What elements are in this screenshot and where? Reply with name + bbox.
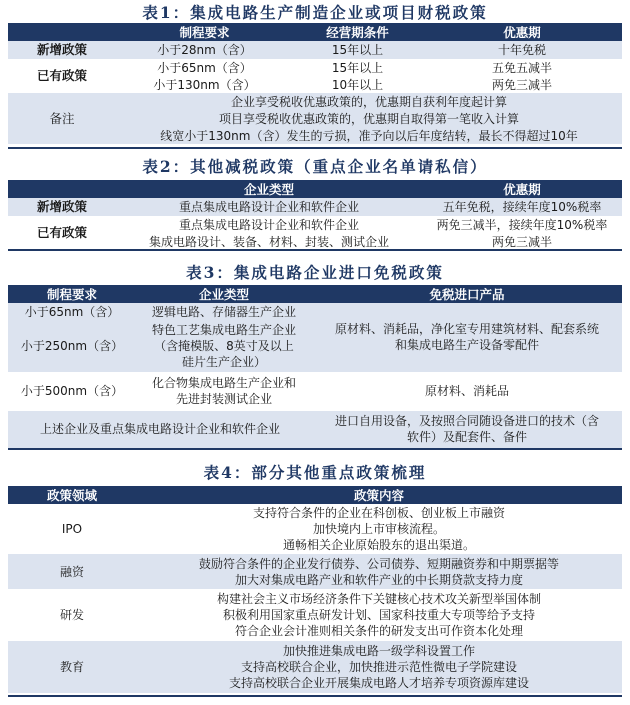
t1-note: 线宽小于130nm（含）发生的亏损，准予向以后年度结转，最长不得超过10年	[116, 127, 622, 144]
t1-header-period: 优惠期	[422, 23, 622, 41]
t3-type-line: 硅片生产企业）	[181, 354, 266, 369]
t1-note: 企业享受税收优惠政策的，优惠期自获利年度起计算	[116, 93, 622, 110]
t3-row-4	[8, 410, 622, 448]
t2-cell: 两免三减半，接续年度10%税率	[422, 216, 622, 233]
t3-type-multi	[136, 320, 312, 372]
t4-line: 鼓励符合条件的企业发行债券、公司债券、短期融资券和中期票据等	[198, 556, 559, 571]
t1-cell: 10年以上	[293, 76, 422, 93]
t3-product-line: 软件）及配套件、备件	[406, 430, 527, 445]
t4-bottom-rule	[8, 695, 622, 697]
t4-line: 支持高校联合企业，加快推进示范性微电子学院建设	[240, 660, 517, 674]
t1-row-old-1	[8, 59, 622, 76]
t3-type-line: 特色工艺集成电路生产企业	[151, 322, 296, 337]
table2-title: 表2：其他减税政策（重点企业名单请私信）	[142, 157, 488, 176]
t3-type-line: 化合物集成电路生产企业和	[151, 376, 296, 390]
t4-row-education	[8, 641, 622, 693]
t2-header-blank	[8, 180, 116, 198]
t1-cell: 十年免税	[422, 41, 622, 59]
t4-row-rnd	[8, 589, 622, 641]
t4-line: 积极利用国家重点研发计划、国家科技重大专项等给予支持	[222, 608, 535, 622]
table4	[8, 486, 622, 693]
table3	[8, 285, 622, 448]
t1-cell: 小于130nm（含）	[116, 76, 293, 93]
t1-cell: 五免五减半	[422, 59, 622, 76]
t3-header-product: 免税进口产品	[312, 285, 622, 303]
t4-area: 融资	[8, 554, 136, 589]
t3-bottom-rule	[8, 448, 622, 450]
t1-cell: 小于28nm（含）	[116, 41, 293, 59]
t1-note-label: 备注	[8, 93, 116, 144]
t1-cell: 15年以上	[293, 41, 422, 59]
t1-note: 项目享受税收优惠政策的，优惠期自取得第一笔收入计算	[116, 110, 622, 127]
t4-line: 构建社会主义市场经济条件下关键核心技术攻关新型举国体制	[216, 592, 541, 606]
t2-cell: 两免三减半	[422, 233, 622, 250]
t3-row-1	[8, 303, 622, 320]
t1-cell: 小于65nm（含）	[116, 59, 293, 76]
t2-cell: 重点集成电路设计企业和软件企业	[116, 216, 422, 233]
table1-title: 表1：集成电路生产制造企业或项目财税政策	[142, 3, 488, 22]
t3-product-line: 进口自用设备，及按照合同随设备进口的技术（含	[334, 414, 599, 429]
t2-cell: 重点集成电路设计企业和软件企业	[116, 198, 422, 216]
t4-line: 加快推进集成电路一级学科设置工作	[282, 644, 475, 658]
t2-row-old-1	[8, 216, 622, 233]
t3-last-product	[312, 410, 622, 448]
t2-old-label: 已有政策	[8, 216, 116, 250]
t4-line: 通畅相关企业原始股东的退出渠道。	[282, 538, 475, 552]
t3-process: 小于250nm（含）	[8, 320, 136, 372]
t2-cell: 集成电路设计、装备、材料、封装、测试企业	[116, 233, 422, 250]
t1-row-new	[8, 41, 622, 59]
t2-header-type: 企业类型	[116, 180, 422, 198]
t4-row-finance	[8, 554, 622, 589]
t4-line: 支持符合条件的企业在科创板、创业板上市融资	[252, 506, 505, 520]
t1-bottom-rule	[8, 147, 622, 149]
t4-area: 研发	[8, 589, 136, 641]
t4-line: 加快境内上市审核流程。	[312, 522, 445, 536]
t4-header-content: 政策内容	[136, 486, 622, 504]
t4-area: 教育	[8, 641, 136, 693]
t4-line: 符合企业会计准则相关条件的研发支出可作资本化处理	[234, 624, 523, 638]
t2-header-period: 优惠期	[422, 180, 622, 198]
t4-content	[136, 554, 622, 589]
t1-row-note-1	[8, 93, 622, 110]
t2-bottom-rule	[8, 249, 622, 251]
t3-product-line: 和集成电路生产设备零配件	[394, 338, 539, 353]
t4-line: 支持高校联合企业开展集成电路人才培养专项资源库建设	[228, 676, 529, 690]
table3-title: 表3：集成电路企业进口免税政策	[186, 263, 444, 282]
t1-header-term: 经营期条件	[293, 23, 422, 41]
t2-row-new	[8, 198, 622, 216]
table1	[8, 23, 622, 144]
t3-product: 原材料、消耗品	[312, 372, 622, 410]
t3-header-type: 企业类型	[136, 285, 312, 303]
t4-row-ipo	[8, 504, 622, 554]
t4-content	[136, 504, 622, 554]
t3-last-label: 上述企业及重点集成电路设计企业和软件企业	[8, 410, 312, 448]
t3-type-line: （含掩模版、8英寸及以上	[154, 338, 294, 353]
t4-content	[136, 641, 622, 693]
t3-row-3	[8, 372, 622, 410]
t3-process: 小于65nm（含）	[8, 303, 136, 320]
t3-product-line: 原材料、消耗品，净化室专用建筑材料、配套系统	[334, 322, 599, 337]
t3-type-multi	[136, 372, 312, 410]
t1-header-blank	[8, 23, 116, 41]
t4-area: IPO	[8, 504, 136, 554]
t3-header-process: 制程要求	[8, 285, 136, 303]
t4-line: 加大对集成电路产业和软件产业的中长期贷款支持力度	[234, 572, 523, 587]
t3-shared-product	[312, 303, 622, 372]
t1-old-label: 已有政策	[8, 59, 116, 93]
t4-content	[136, 589, 622, 641]
t2-cell: 五年免税，接续年度10%税率	[422, 198, 622, 216]
t1-cell: 15年以上	[293, 59, 422, 76]
t2-new-label: 新增政策	[8, 198, 116, 216]
table2	[8, 180, 622, 250]
t1-new-label: 新增政策	[8, 41, 116, 59]
t1-cell: 两免三减半	[422, 76, 622, 93]
t3-process: 小于500nm（含）	[8, 372, 136, 410]
t3-type-line: 先进封装测试企业	[175, 392, 272, 406]
t1-header-process: 制程要求	[116, 23, 293, 41]
table4-title: 表4：部分其他重点政策梳理	[203, 463, 427, 482]
t4-header-area: 政策领域	[8, 486, 136, 504]
t3-type: 逻辑电路、存储器生产企业	[136, 303, 312, 320]
